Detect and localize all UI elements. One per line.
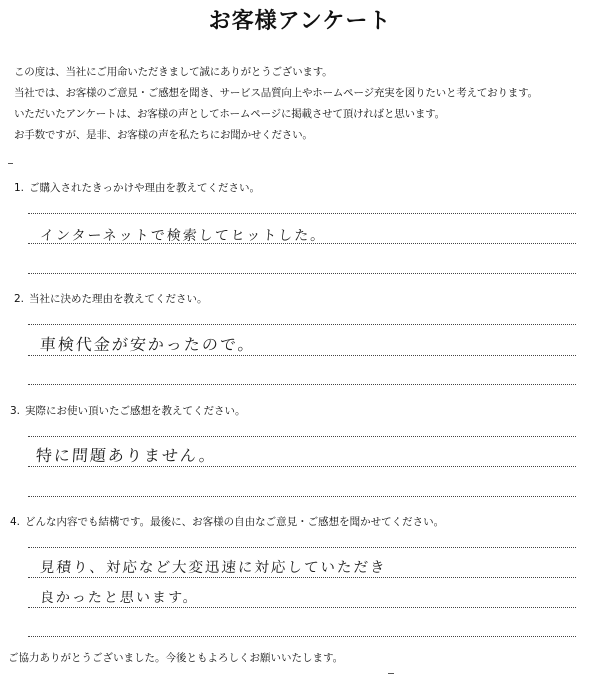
margin-mark xyxy=(388,673,394,674)
question-text: 実際にお使い頂いたご感想を教えてください。 xyxy=(25,405,246,417)
answer-line xyxy=(28,607,576,608)
intro-line: いただいたアンケートは、お客様の声としてホームページに掲載させて頂ければと思います。 xyxy=(14,108,445,120)
answer-line xyxy=(28,496,576,497)
question-3 xyxy=(10,403,246,418)
intro-line: この度は、当社にご用命いただきまして誠にありがとうございます。 xyxy=(14,66,333,78)
question-number: 4. xyxy=(10,516,21,528)
answer-text: 良かったと思います。 xyxy=(39,590,200,606)
answer-line xyxy=(28,324,576,325)
question-number: 1. xyxy=(14,182,25,194)
answer-text: 見積り、対応など大変迅速に対応していただき xyxy=(39,560,387,576)
question-4 xyxy=(10,514,444,529)
question-text: 当社に決めた理由を教えてください。 xyxy=(29,293,208,305)
page-title: お客様アンケート xyxy=(208,9,392,34)
answer-text: インターネットで検索してヒットした。 xyxy=(39,228,327,244)
answer-line xyxy=(28,243,576,244)
question-number: 2. xyxy=(14,293,25,305)
answer-line xyxy=(28,636,576,637)
intro-line: お手数ですが、是非、お客様の声を私たちにお聞かせください。 xyxy=(14,129,313,141)
answer-line xyxy=(28,355,576,356)
question-text: ご購入されたきっかけや理由を教えてください。 xyxy=(29,182,260,194)
question-2 xyxy=(14,291,208,306)
answer-text: 車検代金が安かったので。 xyxy=(39,335,257,354)
question-1 xyxy=(14,180,260,195)
question-text: どんな内容でも結構です。最後に、お客様の自由なご意見・ご感想を聞かせてください。 xyxy=(25,516,445,528)
answer-line xyxy=(28,466,576,467)
intro-text xyxy=(14,62,594,146)
margin-mark xyxy=(8,163,13,164)
intro-line: 当社では、お客様のご意見・ご感想を聞き、サービス品質向上やホームページ充実を図りたいと考えております。 xyxy=(14,87,538,99)
answer-line xyxy=(28,273,576,274)
answer-line xyxy=(28,213,576,214)
answer-text: 特に問題ありません。 xyxy=(35,446,218,465)
answer-line xyxy=(28,547,576,548)
closing-message: ご協力ありがとうございました。今後ともよろしくお願いいたします。 xyxy=(8,652,344,664)
question-number: 3. xyxy=(10,405,21,417)
answer-line xyxy=(28,436,576,437)
answer-line xyxy=(28,384,576,385)
answer-line xyxy=(28,577,576,578)
